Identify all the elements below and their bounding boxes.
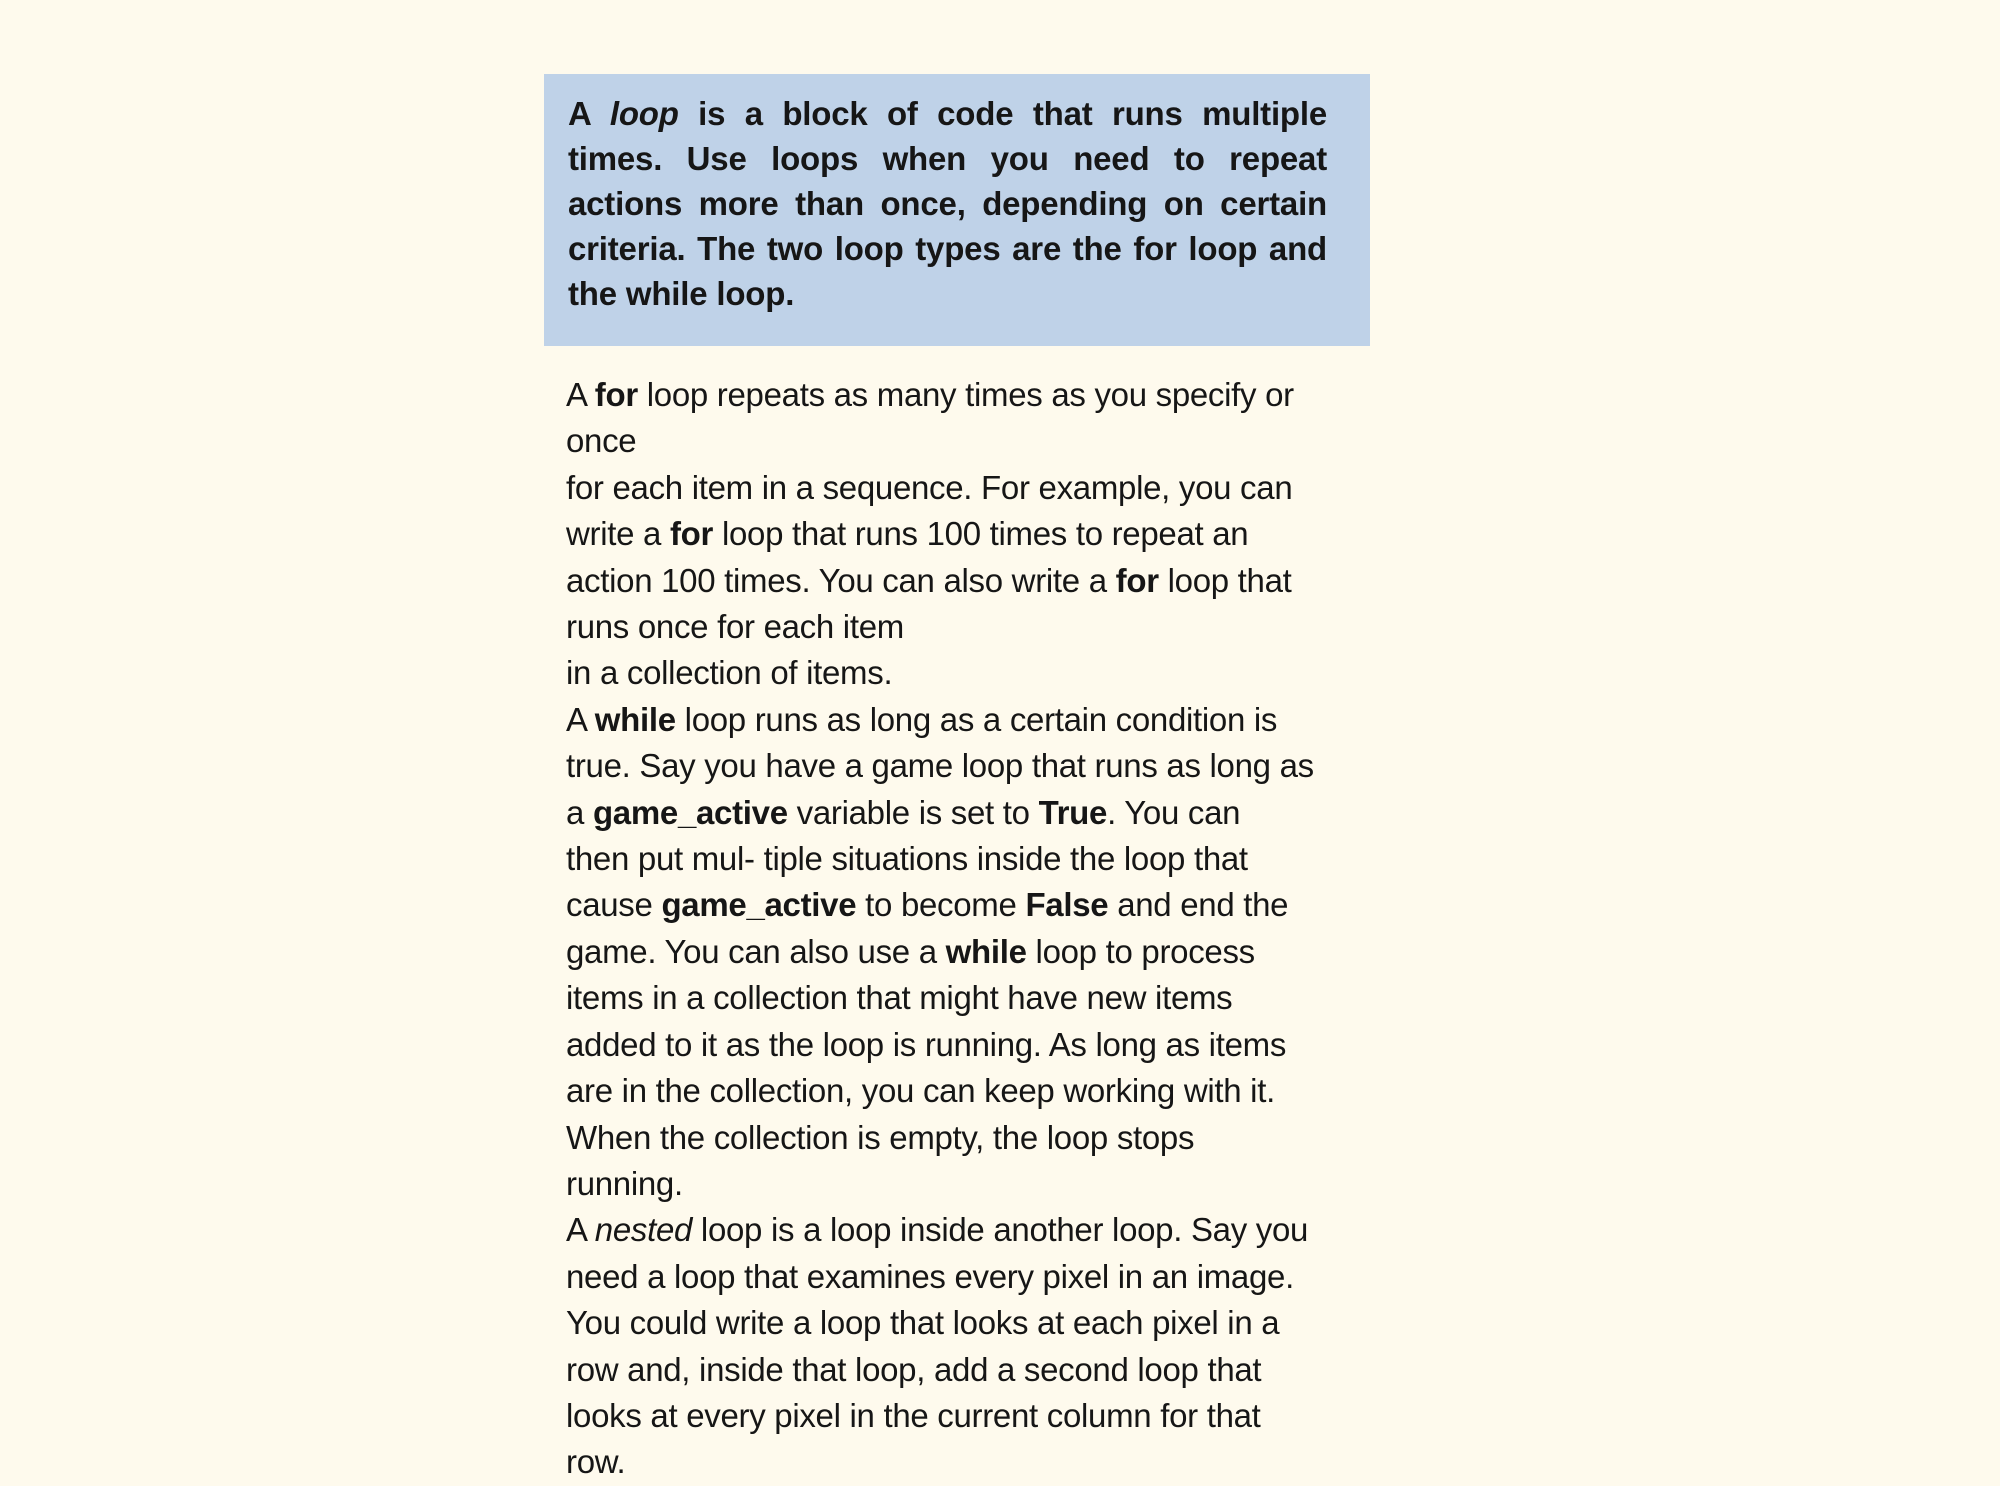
text-line	[566, 1207, 1360, 1253]
text-line: added to it as the loop is running. As long as items	[566, 1025, 1287, 1063]
term-nested: nested	[594, 1211, 693, 1249]
text-span: A	[566, 1211, 586, 1249]
text-line: items in a collection that might have new items	[566, 979, 1233, 1017]
text-span: loop to process	[1035, 932, 1255, 970]
text-line: When the collection is empty, the loop stops	[566, 1118, 1195, 1156]
text-line: You could write a loop that looks at each pixel in a	[566, 1304, 1280, 1342]
text-line	[566, 372, 1360, 418]
callout-text	[568, 91, 1327, 316]
document-page	[544, 74, 1370, 1486]
text-line: runs once for each item	[566, 608, 904, 646]
text-line: then put mul- tiple situations inside the loop that	[566, 840, 1248, 878]
keyword-while: while	[945, 932, 1027, 970]
text-line: row.	[566, 1443, 626, 1481]
callout-term-loop: loop	[609, 95, 679, 132]
text-line: are in the collection, you can keep working with it.	[566, 1072, 1275, 1110]
text-line	[566, 882, 1360, 928]
keyword-for: for	[1115, 561, 1159, 599]
text-span: action 100 times. You can also write a	[566, 561, 1107, 599]
text-line	[566, 697, 1360, 743]
keyword-for: for	[669, 515, 714, 553]
text-span: loop that	[1167, 561, 1292, 599]
text-span: loop that runs 100 times to repeat an	[721, 515, 1249, 553]
definition-callout	[544, 74, 1370, 346]
text-line	[566, 511, 1360, 557]
paragraph-while-loop	[566, 697, 1360, 1207]
text-span: write a	[566, 515, 662, 553]
keyword-false: False	[1025, 886, 1109, 924]
text-line: running.	[566, 1164, 683, 1202]
text-line: true. Say you have a game loop that runs as long as	[566, 747, 1314, 785]
keyword-while: while	[594, 700, 676, 738]
text-span: to become	[865, 886, 1017, 924]
body-text	[544, 346, 1370, 1486]
text-span: variable is set to	[796, 793, 1030, 831]
text-line	[566, 790, 1360, 836]
text-span: loop is a loop inside another loop. Say you	[700, 1211, 1309, 1249]
keyword-game-active: game_active	[661, 886, 857, 924]
text-span: loop repeats as many times as you specify or	[646, 376, 1294, 413]
text-line: row and, inside that loop, add a second loop that	[566, 1350, 1262, 1388]
keyword-game-active: game_active	[592, 793, 788, 831]
text-line: need a loop that examines every pixel in an image.	[566, 1257, 1294, 1295]
callout-word-a: A	[568, 95, 591, 132]
paragraph-for-loop	[566, 372, 1360, 697]
keyword-for: for	[594, 376, 638, 413]
paragraph-nested-loop	[566, 1207, 1360, 1485]
text-span: cause	[566, 886, 653, 924]
text-line	[566, 929, 1360, 975]
text-line: looks at every pixel in the current column for that	[566, 1396, 1261, 1434]
keyword-true: True	[1038, 793, 1108, 831]
text-span: and end the	[1117, 886, 1289, 924]
text-line: once	[566, 422, 637, 460]
text-span: loop runs as long as a certain condition is	[684, 700, 1278, 738]
text-span: a	[566, 793, 585, 831]
text-line	[566, 558, 1360, 604]
text-span: A	[566, 376, 586, 413]
callout-definition: is a block of code that runs multiple times. Use loops when you need to repeat actions more than once, depending on certain criteria. The two loop types are the for loop and the while loop.	[568, 95, 1328, 312]
text-span: A	[566, 700, 586, 738]
text-line: for each item in a sequence. For example, you can	[566, 468, 1293, 506]
text-line: in a collection of items.	[566, 654, 893, 692]
text-span: game. You can also use a	[566, 932, 937, 970]
text-span: . You can	[1107, 793, 1241, 831]
